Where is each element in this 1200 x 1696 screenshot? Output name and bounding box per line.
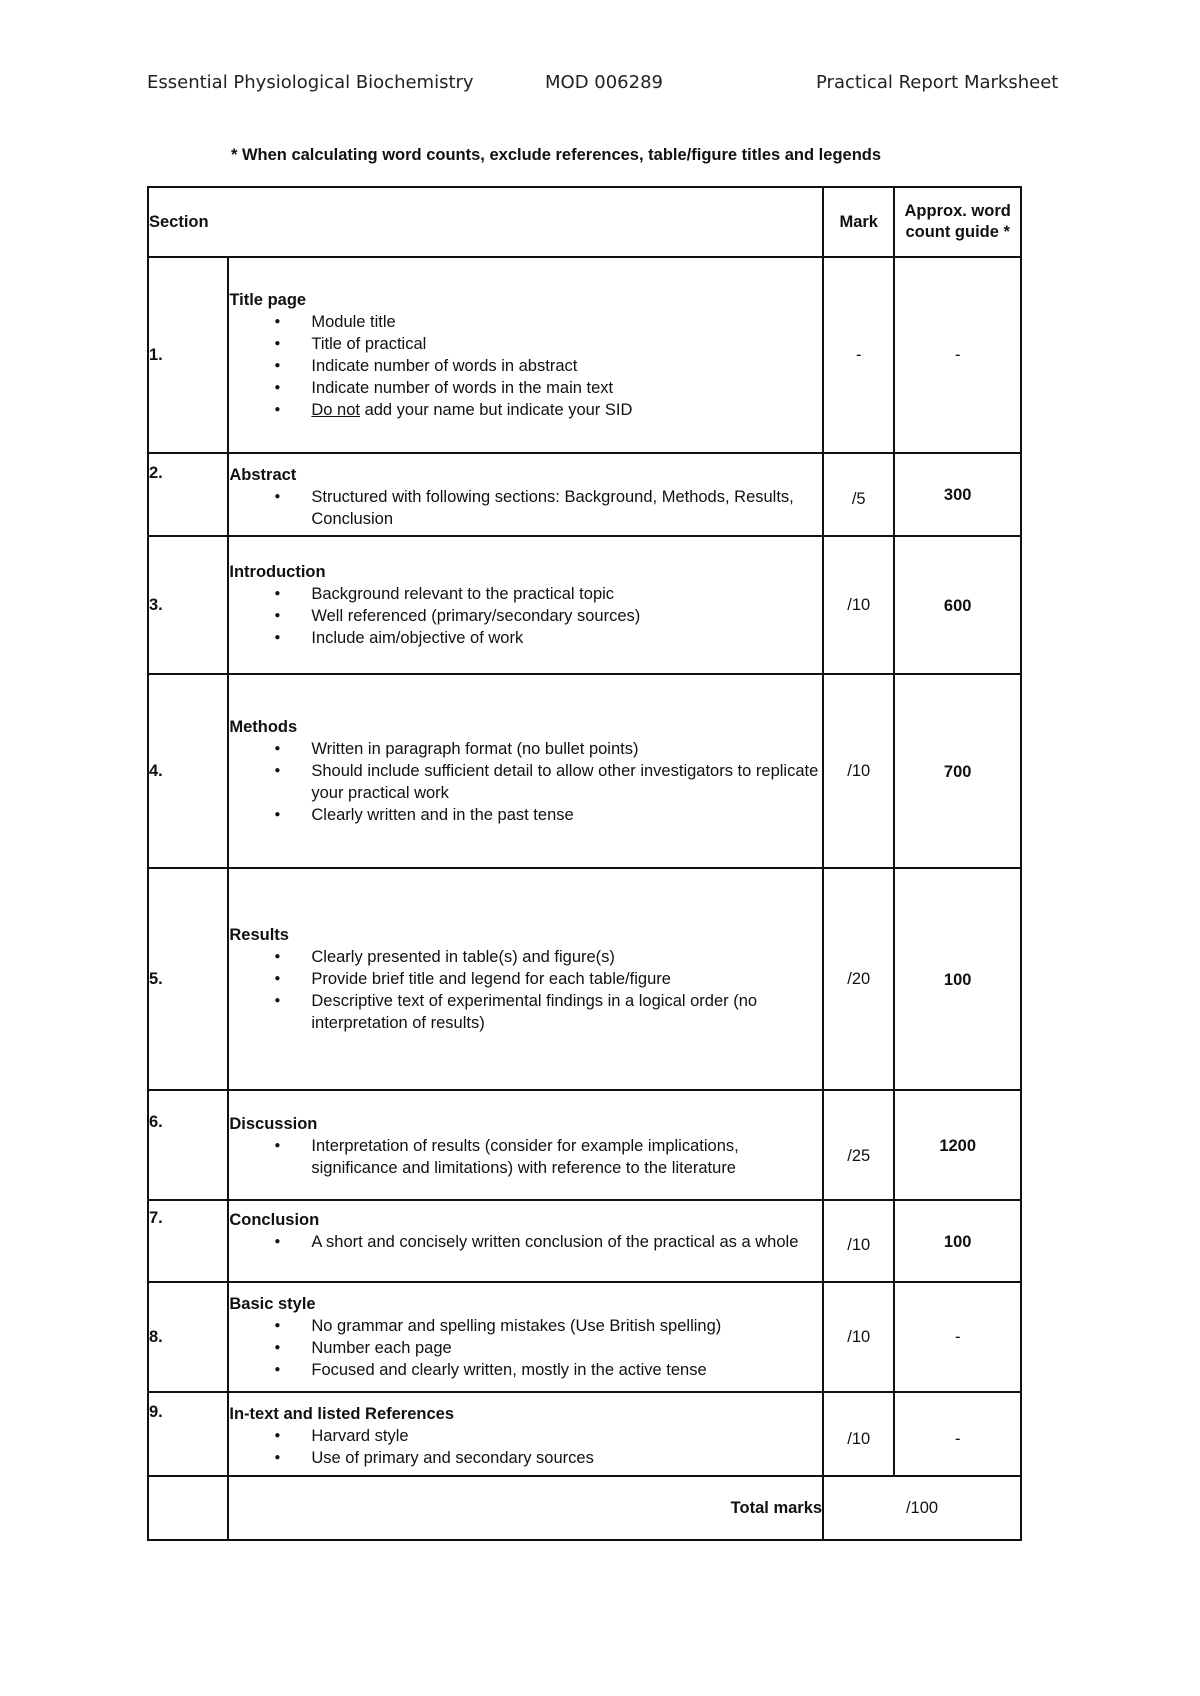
row-mark: /10 <box>823 1200 894 1282</box>
bullet-list <box>229 311 822 421</box>
row-title: Methods <box>229 718 298 736</box>
list-item: ● Number each page <box>311 1337 822 1359</box>
list-item: ● Background relevant to the practical topic <box>311 583 822 605</box>
row-title: Results <box>229 926 289 944</box>
row-number: 8. <box>148 1282 228 1392</box>
row-description <box>228 453 823 536</box>
row-word-count: 600 <box>894 536 1021 674</box>
row-word-count: 100 <box>894 1200 1021 1282</box>
row-mark: /5 <box>823 453 894 536</box>
row-word-count: - <box>894 1282 1021 1392</box>
header-doc-type: Practical Report Marksheet <box>816 72 1059 93</box>
bullet-list <box>229 1425 822 1469</box>
row-title: Title page <box>229 291 307 309</box>
header-word-count: Approx. word count guide * <box>894 187 1021 257</box>
list-item: ● Module title <box>311 311 822 333</box>
bullet-list <box>229 946 822 1034</box>
row-number: 1. <box>148 257 228 453</box>
row-word-count: 1200 <box>894 1090 1021 1200</box>
row-description <box>228 1392 823 1476</box>
table-row <box>148 453 1021 536</box>
list-item: ● Structured with following sections: Background, Methods, Results, Conclusion <box>311 486 822 530</box>
table-row <box>148 1090 1021 1200</box>
do-not-underlined: Do not <box>311 401 360 419</box>
row-mark: /25 <box>823 1090 894 1200</box>
row-number: 7. <box>148 1200 228 1282</box>
table-row <box>148 674 1021 868</box>
list-item: ● Descriptive text of experimental findings in a logical order (no interpretation of results) <box>311 990 822 1034</box>
bullet-list <box>229 1135 822 1179</box>
row-word-count: - <box>894 257 1021 453</box>
list-item: ● Include aim/objective of work <box>311 627 822 649</box>
row-mark: /20 <box>823 868 894 1090</box>
total-value: /100 <box>823 1476 1021 1540</box>
list-item: ● Clearly written and in the past tense <box>311 804 822 826</box>
table-row <box>148 1282 1021 1392</box>
row-title: Abstract <box>229 466 297 484</box>
row-title: Basic style <box>229 1295 316 1313</box>
table-row <box>148 257 1021 453</box>
total-label: Total marks <box>228 1476 823 1540</box>
row-number: 4. <box>148 674 228 868</box>
header-course: Essential Physiological Biochemistry <box>147 72 474 93</box>
row-word-count: 700 <box>894 674 1021 868</box>
list-item: ● A short and concisely written conclusion of the practical as a whole <box>311 1231 822 1253</box>
row-number: 5. <box>148 868 228 1090</box>
list-item: ● No grammar and spelling mistakes (Use British spelling) <box>311 1315 822 1337</box>
bullet-list <box>229 738 822 826</box>
word-count-note: * When calculating word counts, exclude references, table/figure titles and legends <box>230 146 882 164</box>
row-description <box>228 1200 823 1282</box>
header-mark: Mark <box>823 187 894 257</box>
row-description <box>228 1282 823 1392</box>
row-description <box>228 868 823 1090</box>
list-item <box>311 399 822 421</box>
row-number: 6. <box>148 1090 228 1200</box>
row-word-count: 100 <box>894 868 1021 1090</box>
row-title: Conclusion <box>229 1211 320 1229</box>
row-number: 2. <box>148 453 228 536</box>
list-item-rest: add your name but indicate your SID <box>359 401 633 419</box>
row-description <box>228 674 823 868</box>
list-item: ● Interpretation of results (consider for example implications, significance and limitations) with reference to the literature <box>311 1135 822 1179</box>
total-empty-cell <box>148 1476 228 1540</box>
list-item: ● Should include sufficient detail to allow other investigators to replicate your practical work <box>311 760 822 804</box>
header-section: Section <box>148 187 823 257</box>
row-word-count: - <box>894 1392 1021 1476</box>
row-mark: /10 <box>823 674 894 868</box>
row-title: Discussion <box>229 1115 318 1133</box>
list-item: ● Use of primary and secondary sources <box>311 1447 822 1469</box>
row-word-count: 300 <box>894 453 1021 536</box>
bullet-list <box>229 1231 822 1253</box>
list-item: ● Harvard style <box>311 1425 822 1447</box>
row-title: In-text and listed References <box>229 1405 455 1423</box>
list-item: ● Indicate number of words in abstract <box>311 355 822 377</box>
row-description <box>228 257 823 453</box>
row-mark: /10 <box>823 1392 894 1476</box>
list-item: ● Well referenced (primary/secondary sources) <box>311 605 822 627</box>
row-title: Introduction <box>229 563 326 581</box>
row-number: 9. <box>148 1392 228 1476</box>
list-item: ● Focused and clearly written, mostly in the active tense <box>311 1359 822 1381</box>
list-item: ● Provide brief title and legend for each table/figure <box>311 968 822 990</box>
table-row <box>148 1392 1021 1476</box>
marksheet-table <box>147 186 1022 1541</box>
row-description <box>228 1090 823 1200</box>
list-item: ● Indicate number of words in the main text <box>311 377 822 399</box>
row-mark: - <box>823 257 894 453</box>
header-module-code: MOD 006289 <box>545 72 663 93</box>
table-header-row <box>148 187 1021 257</box>
row-number: 3. <box>148 536 228 674</box>
table-row <box>148 1200 1021 1282</box>
list-item: ● Written in paragraph format (no bullet points) <box>311 738 822 760</box>
list-item: ● Clearly presented in table(s) and figure(s) <box>311 946 822 968</box>
total-row <box>148 1476 1021 1540</box>
row-mark: /10 <box>823 536 894 674</box>
bullet-list <box>229 1315 822 1381</box>
row-mark: /10 <box>823 1282 894 1392</box>
bullet-list <box>229 583 822 649</box>
row-description <box>228 536 823 674</box>
list-item: ● Title of practical <box>311 333 822 355</box>
bullet-list <box>229 486 822 530</box>
table-row <box>148 536 1021 674</box>
table-row <box>148 868 1021 1090</box>
